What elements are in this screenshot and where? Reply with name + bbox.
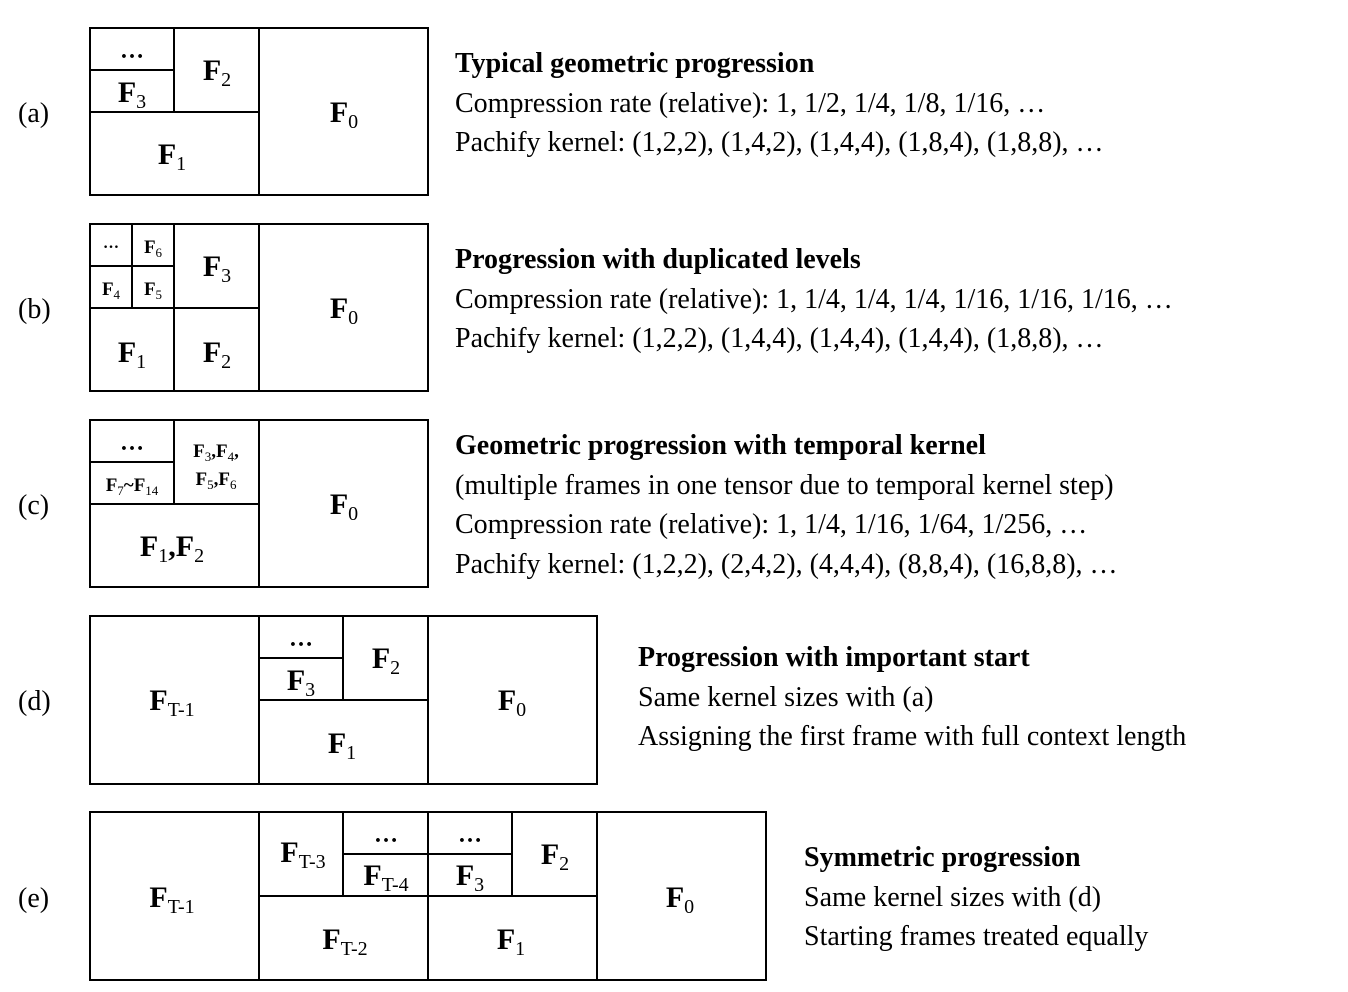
row-label: (a) <box>18 98 50 129</box>
frame-cell-ft-3: $F_{T-3}$ <box>280 836 326 873</box>
frame-cell-f0: $F_0$ <box>329 96 359 133</box>
description-d <box>638 638 1186 757</box>
description-line: Same kernel sizes with (a) <box>638 681 934 713</box>
frame-cell-f3: $F_3$ <box>286 664 316 701</box>
row-label: (e) <box>18 883 50 914</box>
frame-layout-d <box>90 616 597 784</box>
frame-cell-f0: $F_0$ <box>329 488 359 525</box>
description-line: Assigning the first frame with full context length <box>638 721 1187 752</box>
description-line: Same kernel sizes with (d) <box>804 881 1102 913</box>
description-line: Compression rate (relative): 1, 1/4, 1/16, 1/64, 1/256, … <box>455 509 1088 540</box>
description-line: Pachify kernel: (1,2,2), (1,4,2), (1,4,4), (1,8,4), (1,8,8), … <box>455 127 1104 158</box>
frame-cell-f4: $F_4$ <box>101 279 121 302</box>
description-line: Pachify kernel: (1,2,2), (1,4,4), (1,4,4), (1,4,4), (1,8,8), … <box>455 323 1104 354</box>
ellipsis-cell: … <box>103 235 119 252</box>
frame-cell-f3: $F_3$ <box>202 250 232 287</box>
frame-cell-f1: $F_1$ <box>117 336 147 373</box>
row-e <box>18 812 766 980</box>
frame-cell-f7-f14: $F_7\sim F_{14}$ <box>105 475 159 498</box>
frame-cell-f1: $F_1$ <box>496 923 526 960</box>
frame-cell-f0: $F_0$ <box>497 684 527 721</box>
description-b <box>455 240 1173 359</box>
frame-cell-ft-1: $F_{T-1}$ <box>149 684 195 721</box>
description-title: Progression with duplicated levels <box>455 244 861 275</box>
ellipsis-cell: … <box>120 430 144 456</box>
ellipsis-cell-left: … <box>374 822 398 848</box>
description-title: Progression with important start <box>638 642 1030 673</box>
frame-cell-f1: $F_1$ <box>327 727 357 764</box>
row-label: (c) <box>18 490 50 521</box>
description-line: Pachify kernel: (1,2,2), (2,4,2), (4,4,4), (8,8,4), (16,8,8), … <box>455 548 1118 580</box>
frame-cell-ft-1: $F_{T-1}$ <box>149 881 195 918</box>
description-e <box>804 838 1148 957</box>
description-title: Symmetric progression <box>804 842 1081 873</box>
description-title: Geometric progression with temporal kernel <box>455 430 986 461</box>
frame-cell-f2: $F_2$ <box>202 336 232 373</box>
frame-cell-ft-2: $F_{T-2}$ <box>322 923 368 960</box>
ellipsis-cell: … <box>120 38 144 64</box>
frame-cell-f3: $F_3$ <box>455 859 485 896</box>
row-label: (d) <box>18 686 51 717</box>
ellipsis-cell-right: … <box>458 822 482 848</box>
frame-cell-ft-4: $F_{T-4}$ <box>363 859 409 896</box>
frame-cell-f1: $F_1$ <box>157 138 187 175</box>
frame-layout-e <box>90 812 766 980</box>
frame-cell-f2: $F_2$ <box>540 838 570 875</box>
row-a <box>18 28 428 195</box>
frame-cell-f3-f4: $F_3,F_4$, <box>193 441 239 464</box>
frame-cell-f2: $F_2$ <box>202 54 232 91</box>
frame-cell-f0: $F_0$ <box>329 292 359 329</box>
description-title: Typical geometric progression <box>455 48 815 79</box>
description-a <box>455 44 1104 163</box>
frame-cell-f2: $F_2$ <box>371 642 401 679</box>
description-line: Compression rate (relative): 1, 1/2, 1/4, 1/8, 1/16, … <box>455 87 1046 119</box>
row-c <box>18 420 428 587</box>
row-label: (b) <box>18 294 51 325</box>
description-line: Compression rate (relative): 1, 1/4, 1/4, 1/4, 1/16, 1/16, 1/16, … <box>455 283 1173 315</box>
frame-cell-f3: $F_3$ <box>117 76 147 113</box>
description-line: Starting frames treated equally <box>804 921 1149 952</box>
frame-cell-f5-f6: $F_5,F_6$ <box>195 469 237 492</box>
frame-layout-b <box>90 224 428 391</box>
frame-cell-f1-f2: $F_1,F_2$ <box>139 530 205 567</box>
description-line: (multiple frames in one tensor due to temporal kernel step) <box>455 469 1114 501</box>
row-d <box>18 616 597 784</box>
frame-cell-f0: $F_0$ <box>665 881 695 918</box>
frame-cell-f6: $F_6$ <box>143 237 163 260</box>
ellipsis-cell: … <box>289 626 313 652</box>
frame-layout-a <box>90 28 428 195</box>
row-b <box>18 224 428 391</box>
description-c <box>455 426 1118 584</box>
frame-layout-c <box>90 420 428 587</box>
frame-cell-f5: $F_5$ <box>143 279 163 302</box>
